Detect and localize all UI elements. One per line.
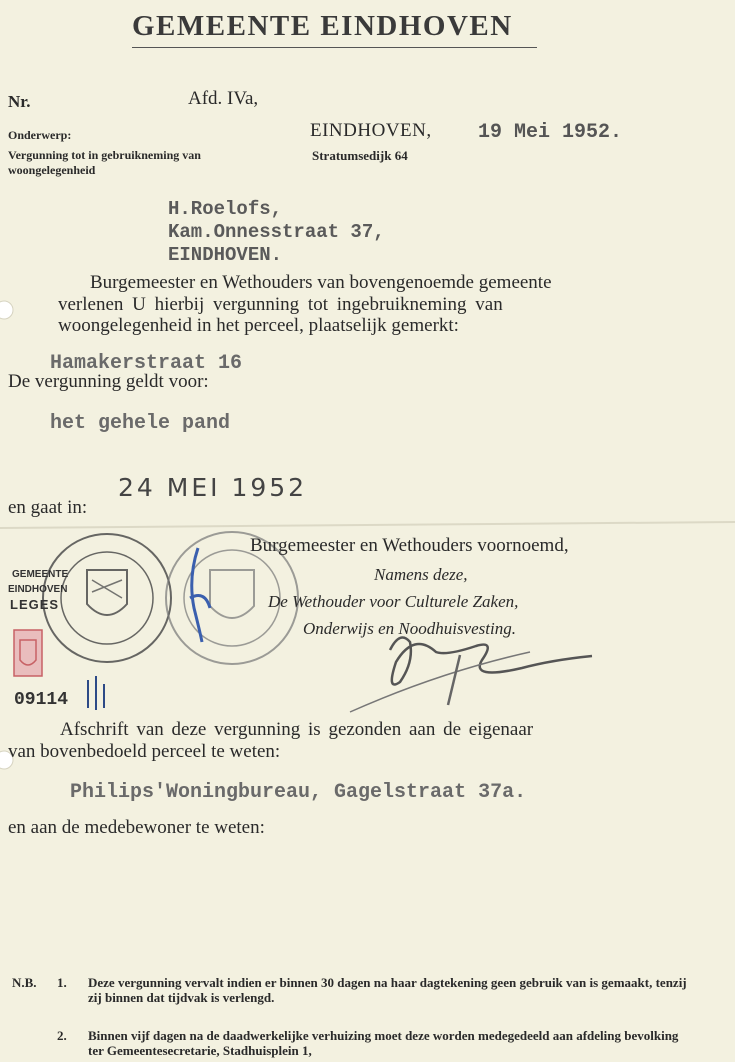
punch-hole bbox=[0, 301, 13, 319]
property-address: Hamakerstraat 16 bbox=[50, 352, 243, 375]
addressee-city: EINDHOVEN. bbox=[168, 244, 283, 266]
addressee-name: H.Roelofs, bbox=[168, 198, 283, 220]
body-line-3: woongelegenheid in het perceel, plaatselijk gemerkt: bbox=[58, 315, 459, 336]
signature-line-3: De Wethouder voor Culturele Zaken, bbox=[268, 592, 519, 611]
document-city: EINDHOVEN, bbox=[310, 120, 432, 141]
revenue-stamp bbox=[14, 630, 42, 676]
body-line-2: verlenen U hierbij vergunning tot ingebruikneming van bbox=[58, 294, 503, 315]
leges-stamp-line-3: LEGES bbox=[10, 597, 60, 612]
serial-number: 09114 bbox=[14, 690, 69, 710]
paper-crease bbox=[0, 522, 735, 528]
note-1-text: Deze vergunning vervalt indien er binnen 30 dagen na haar dagtekening geen gebruik van is gemaakt, tenzij zij binnen dat tijdvak is verlengd. bbox=[88, 975, 687, 1005]
copy-note-line-2: van bovenbedoeld perceel te weten: bbox=[8, 741, 281, 762]
municipality-title: GEMEENTE EINDHOVEN bbox=[132, 10, 513, 42]
document-date: 19 Mei 1952. bbox=[478, 121, 623, 144]
valid-label: De vergunning geldt voor: bbox=[8, 371, 209, 392]
note-2-number: 2. bbox=[57, 1028, 67, 1043]
signature-line-4: Onderwijs en Noodhuisvesting. bbox=[303, 619, 516, 638]
department: Afd. IVa, bbox=[188, 88, 259, 109]
note-1-number: 1. bbox=[57, 975, 67, 990]
notes-label: N.B. bbox=[12, 975, 37, 990]
ink-strokes bbox=[88, 676, 104, 710]
permit-scope: het gehele pand bbox=[50, 412, 231, 435]
co-resident-label: en aan de medebewoner te weten: bbox=[8, 817, 265, 838]
subject-text: Vergunning tot in gebruikneming van woongelegenheid bbox=[8, 148, 201, 177]
signature-line-1: Burgemeester en Wethouders voornoemd, bbox=[250, 535, 569, 556]
copy-note-line-1: Afschrift van deze vergunning is gezonden aan de eigenaar bbox=[60, 719, 534, 740]
note-2-text: Binnen vijf dagen na de daadwerkelijke verhuizing moet deze worden medegedeeld aan afdeling bevolking ter Gemeentesecretarie, Stadhuisplein 1, bbox=[88, 1028, 679, 1058]
nr-label: Nr. bbox=[8, 92, 31, 111]
addressee-street: Kam.Onnesstraat 37, bbox=[168, 221, 385, 243]
signature-line-2: Namens deze, bbox=[374, 565, 468, 584]
body-line-1: Burgemeester en Wethouders van bovengenoemde gemeente bbox=[90, 272, 552, 293]
leges-stamp-line-1: GEMEENTE bbox=[12, 569, 69, 580]
start-label: en gaat in: bbox=[8, 497, 88, 518]
owner-name: Philips'Woningbureau, Gagelstraat 37a. bbox=[70, 781, 527, 804]
start-date-stamp: 24 MEI 1952 bbox=[118, 473, 308, 502]
leges-stamp-line-2: EINDHOVEN bbox=[8, 584, 68, 595]
header-rule bbox=[132, 47, 537, 48]
subject-label: Onderwerp: bbox=[8, 128, 72, 142]
office-address: Stratumsedijk 64 bbox=[312, 148, 408, 163]
